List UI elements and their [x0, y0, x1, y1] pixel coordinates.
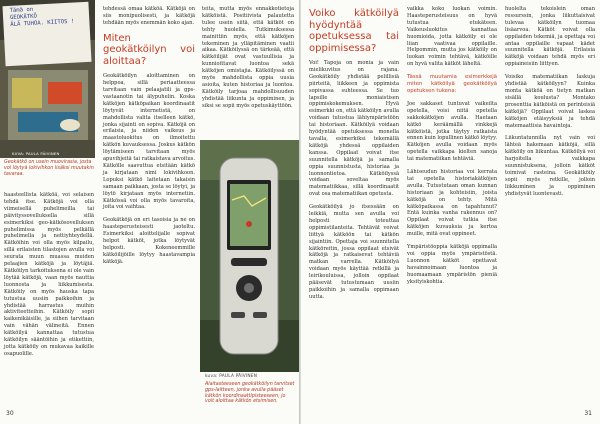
body-paragraph: Voisiko matematiikan laskuja yhdistää kätköilyyn? Kuinka monta kätköä on tietyn matkan sisällä koulusta? Montako prosenttia kätköistä on perinteisiä kätköjä? Oppilaat voivat laskea kätköjen etäisyyksiä ja tehdä matemaattisia havaintoja. — [505, 74, 595, 129]
body-paragraph: Voi! Tapoja on monia ja vain mielikuvitus on rajana. Geokätköily yhdistää pelillisiä piirteitä, liikkeen ja oppimista sopivassa suhteessa. Se tuo lapsille moniaistisen oppimiskokemuksen. Hyvä esimerkki on, että kätköilyn avulla voidaan tutustua lähiympäristöön tai historiaan. Kätköilyä voidaan hyödyntää opetuksessa monella tavalla, esimerkiksi tekemällä kätköjä yhdessä oppilaiden kanssa. Oppilaat voivat itse suunnitella kätköjä ja samalla oppia suunnistusta, historiaa ja luonnontietoa. Kätköilyssä voidaan soveltaa myös matematiikkaa, sillä koordinaatit ovat osa matematiikan opetusta. — [309, 60, 399, 198]
body-paragraph: Ympäristöoppia kätköjä oppimalla voi oppia myös ympäristöstä. Luonnon kätköt opettavat havainnoimaan luontoa ja huomaamaan ympäristön pieniä yksityiskohtia. — [407, 244, 497, 285]
body-paragraph: Geokätköilyn aloittaminen on helppoa, sillä periaatteessa tarvitaan vain pelaajatili ja gps-vastaanotin tai älypuhelin. Koska kätköjen kätköpaikan koordinaatit löytyvät internetistä, on mahdollista valita itselleen kätkö, jonka sijainti on sopiva. Kätköjä on erilaisia, ja niiden vaikeus ja maastoluokitus on ilmoitettu kätkön kuvauksessa. Joskus kätkön löytämiseen tarvitaan myös apuvihjeitä tai ratkaistava arvoitus. Kätkölle saavuttua etsitään kätkö ja kirjataan nimi lokivihkoon. Lopuksi kätkö laitetaan takaisin samaan paikkaan, josta se löytyi, ja löytö kirjataan myös internetiin. Kätkössä voi olla myös tavaroita, joita voi vaihtaa. — [103, 73, 195, 211]
page-number-right: 31 — [584, 410, 592, 417]
section-heading: Miten geokätköilyn voi aloittaa? — [103, 32, 195, 67]
photo-credit-top: KUVA: PAULA PÄIVINEN — [12, 151, 60, 156]
left-column-2 — [103, 6, 195, 272]
body-paragraph: Liikuntatunnilla nyt vain voi lähteä hakemaan kätköjä, sillä kätköily on liikuntaa. Kätköilyä voi harjoitella vaikkapa suunnistuksena, jolloin kätköt toimivat rasteina. Geokätköily sopii myös retkille, jolloin liikkuminen ja oppiminen yhdistyvät luontevasti. — [505, 135, 595, 197]
body-paragraph: teita, mutta myös ennakkotietoja kätköistä. Positiivista palautetta tulee usein siitä, että kätköt on tehty huolella. Tutkimuksessa mainittiin myös, että kätköjen tekeminen ja ylläpitäminen vaatii aikaa. Kätköilyssä on tärkeää, että kätköilijät ovat vastuullisia ja kunnioittavat luontoa sekä kätköjen omistajia. Kätköilyssä on myös mahdollista oppia uusia asioita, kuten historiaa ja luontoa. Kätköily tarjoaa mahdollisuuden yhdistää liikunta ja oppiminen, ja siksi se sopii myös opetuskäyttöön. — [202, 6, 294, 109]
right-page — [301, 0, 600, 424]
gps-device-illustration — [200, 140, 299, 372]
body-paragraph: vaikka koko luokan voimin. Haasteperusteisuus on hyvä tutustua etukäteen. Vaikeusluokitus kannattaa huomioida, jotta kätköily ei ole liian vaativaa oppilaille. Helpommin, mutta jos kätköily on luokan voimin tehtävä, kätköille on hyvä valita kätköt läheltä. — [407, 6, 497, 68]
photo-handwritten-note: Tämä on GEOKÄTKÖ ÄLÄ TUHOA. KIITOS ! — [9, 6, 75, 29]
photo-credit-bottom: kuva: PAULA PÄIVINEN — [205, 374, 258, 379]
body-paragraph: Joe sakkaset tuntuvat vaikeilta opetella, voisi niitä opetella sakkokätköjen avulla. Haetaan kätkö keräämällä vinkkejä kätköistä, jotka täytyy ratkaista ennen kuin lopullinen kätkö löytyy. Kätköjen avulla voidaan myös opetella vaikkapa kielten sanoja tai matematiikan tehtäviä. — [407, 100, 497, 163]
right-column-2 — [407, 6, 497, 292]
highlight-lead: Tässä muutamia esimerkkejä miten kätköilyä geokätköilyä opetuksen tukena: — [407, 74, 497, 94]
body-paragraph: haasteellista kätköä, voi selaisen tehdä itse. Kätköjä voi olla viimeisellä puhelimeilla tai päivityssovelluksella sillä esimerkiksi geo-kätkösovelluksen puhelimissa myös pelkällä puhelimella ja nettiyhteydellä. Kätköihin voi olla myös kilpailu, sillä erilaisten tilastojen avulla voi seurata muun muassa muiden pelaajien kätköjä ja löytäjiä. Kätköilyn tarkoituksena ei ole vain löytää kätköjä, vaan myös nauttia luonnosta ja liikkumisesta. Kätköily on myös hauska tapa tutustua uusiin paikkoihin ja yhdistää harrastus muihin aktiviteetteihin. Kätköily sopii kaikenikäisille, ja siihen tarvitaan vain vähän välineitä. Ennen kätköilyä kannattaa tutustua kätköilyn sääntöihin ja etikettiin, jotta kätköily on mukavaa kaikille osapuolille. — [4, 192, 94, 357]
geocache-box-photo — [0, 0, 95, 158]
section-heading: Voiko kätköilyä hyödyntää opetuksessa tai oppimisessa? — [309, 8, 399, 54]
body-paragraph: tehdessä omaa kätköä. Kätköjä on siis monipuolisesti, ja kätköjä tehdään myös enemmän koko ajan. — [103, 6, 195, 26]
body-paragraph: huolelta tekoislein oman ressurssin, jonka liikuttaisivat tulevaa kätköilyn tuomaa lisäarvoa. Kätköt voivat olla oppilaiden tekemiä, ja opettaja voi antaa oppilaille vapaat kädet suunnitella kätköjä. Erilaisia kätköjä voidaan tehdä myös eri oppiaineisiin liittyen. — [505, 6, 595, 68]
right-column-3 — [505, 6, 595, 204]
left-column-3 — [202, 6, 294, 116]
body-paragraph: Geokätköjä on eri tasoisia ja ne on haasteperusteisesti jaoteltu. Esimerkiksi aloittelijalle sopivat helpot kätköt, jotka löytyvät helposti. Kokeneemmille kätköilijöille löytyy haastavampia kätköjä. — [103, 217, 195, 265]
photo-caption-bottom: Alaitasteeseen geokätköilyn tarvitset gps-laitteen, jonka avulla pääset kätkön koordinaattipisteeseen; jo voit aloittaa kätkön etsimisen. — [205, 382, 295, 405]
photo-caption-top: Geokätkö on usein muovirasia, josta voi löytyä lokivihkon lisäksi muutakin tavaraa. — [4, 160, 94, 177]
right-column-1 — [309, 6, 399, 307]
page-number-left: 30 — [6, 410, 14, 417]
body-paragraph: Lähiseudun historiaa voi kerrata tai opetella historiakätköjen avulla. Tutustutaan oman kunnan historiaan ja kohteisiin, joista kätköjä on tehty. Mitä kätköpaikassa on tapahtunut? Entä kuinka vanha rakennus on? Oppilaat voivat tutkia itse kätköjen kuvauksia ja kertoa muille, mitä ovat oppineet. — [407, 169, 497, 238]
body-paragraph: Geokätköilyä jo itsessään on leikkiä, mutta sen avulla voi helposti toteuttaa oppimistilanteita. Tehtävät voivat liittyä kätköön tai kätkön sijaintiin. Opettaja voi suunnitella kätköreitin, jossa oppilaat etsivät kätköjä ja ratkaisevat tehtäviä matkan varrella. Kätköilyä voidaan myös käyttää retkillä ja leirikouluissa, jolloin oppilaat pääsevät tutustumaan uusiin paikkoihin ja samalla oppimaan uutta. — [309, 204, 399, 300]
left-column-1 — [4, 192, 94, 364]
gps-device-photo — [200, 140, 299, 372]
